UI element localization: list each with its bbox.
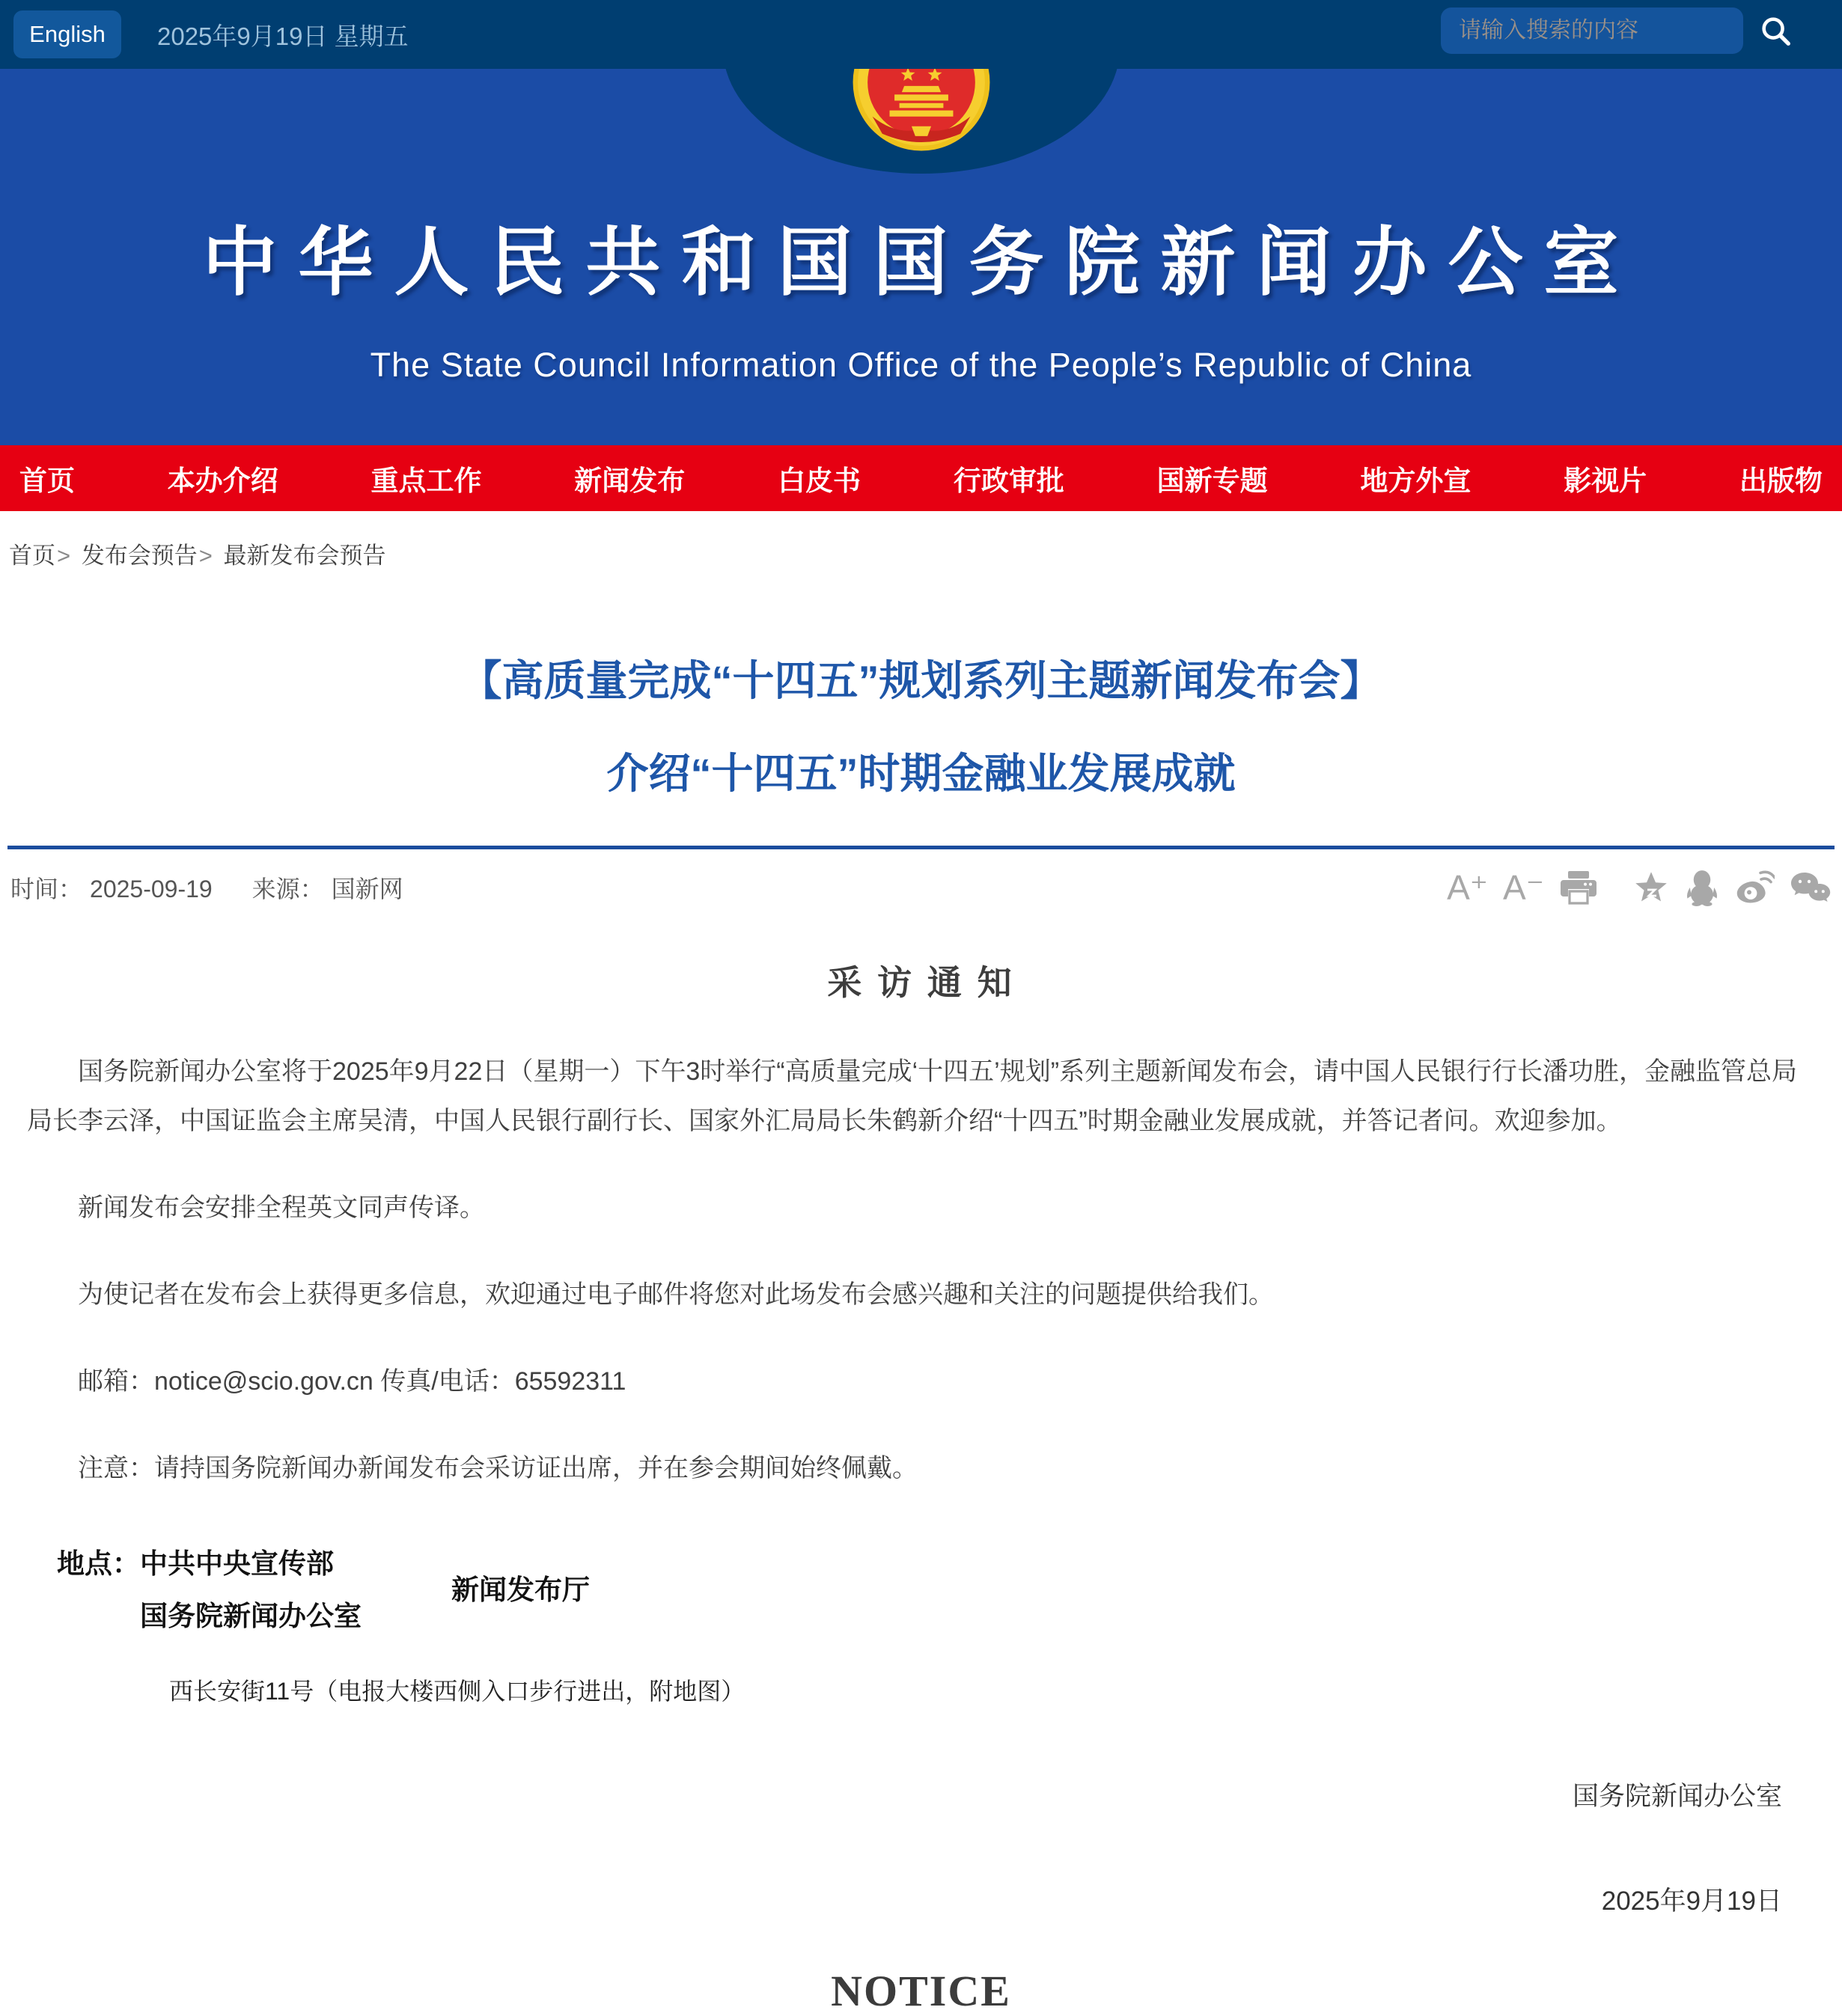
main-navigation <box>0 445 1842 511</box>
time-value: 2025-09-19 <box>90 876 213 902</box>
article-toolbar <box>1447 869 1832 906</box>
nav-item-local[interactable]: 地方外宣 <box>1360 465 1472 496</box>
top-bar <box>0 0 1842 69</box>
nav-item-about[interactable]: 本办介绍 <box>167 465 278 496</box>
article-meta <box>10 870 436 905</box>
time-label: 时间： <box>10 876 83 902</box>
search-button[interactable] <box>1755 13 1806 48</box>
site-header <box>0 69 1842 445</box>
search-input[interactable] <box>1441 7 1755 54</box>
venue-org1: 中共中央宣传部 <box>140 1548 334 1579</box>
article-title-line1: 【高质量完成“十四五”规划系列主题新闻发布会】 <box>460 657 1382 704</box>
nav-item-films[interactable]: 影视片 <box>1564 465 1647 496</box>
signature-org: 国务院新闻办公室 <box>1572 1782 1782 1811</box>
venue-label: 地点： <box>57 1548 140 1579</box>
current-date: 2025年9月19日 星期五 <box>157 22 409 50</box>
paragraph-questions: 为使记者在发布会上获得更多信息，欢迎通过电子邮件将您对此场发布会感兴趣和关注的问题提供给我们。 <box>78 1280 1274 1309</box>
weibo-icon <box>1734 870 1775 905</box>
notice-heading-en: NOTICE <box>831 1967 1011 2015</box>
share-wechat-button[interactable] <box>1790 870 1832 905</box>
nav-item-key-work[interactable]: 重点工作 <box>370 465 482 496</box>
breadcrumb-home[interactable]: 首页 <box>9 543 55 569</box>
paragraph-interpretation: 新闻发布会安排全程英文同声传译。 <box>78 1194 485 1222</box>
paragraph-announcement: 国务院新闻办公室将于2025年9月22日（星期一）下午3时举行“高质量完成‘十四五’规划”系列主题新闻发布会，请中国人民银行行长潘功胜，金融监管总局局长李云泽，中国证监会主席吴清，中国人民银行副行长、国家外汇局局长朱鹤新介绍“十四五”时期金融业发展成就，并答记者问。欢迎参加。 <box>27 1057 1798 1135</box>
font-decrease-button[interactable]: A⁻ <box>1503 868 1544 907</box>
article-body <box>0 1047 1842 1707</box>
breadcrumb-separator: > <box>57 543 71 569</box>
search-box <box>1441 7 1743 54</box>
nav-item-topics[interactable]: 国新专题 <box>1156 465 1268 496</box>
source-label: 来源： <box>251 876 324 902</box>
article-meta-row <box>10 869 1832 906</box>
divider-rule <box>7 846 1835 849</box>
article-title-line2: 介绍“十四五”时期金融业发展成就 <box>606 750 1236 797</box>
share-qzone-button[interactable] <box>1632 870 1670 905</box>
search-icon <box>1758 13 1793 48</box>
qzone-star-icon <box>1632 870 1670 905</box>
share-weibo-button[interactable] <box>1734 870 1775 905</box>
language-toggle-button[interactable]: English <box>13 10 121 58</box>
venue-org2: 国务院新闻办公室 <box>140 1601 362 1631</box>
venue-lines <box>57 1538 362 1643</box>
breadcrumb-separator: > <box>198 543 213 569</box>
paragraph-contact: 邮箱：notice@scio.gov.cn 传真/电话：65592311 <box>78 1367 626 1396</box>
nav-item-approval[interactable]: 行政审批 <box>953 465 1064 496</box>
print-button[interactable] <box>1559 870 1598 905</box>
share-qq-button[interactable] <box>1685 869 1719 906</box>
signature-date: 2025年9月19日 <box>1601 1887 1782 1916</box>
paragraph-attention: 注意：请持国务院新闻办新闻发布会采访证出席，并在参会期间始终佩戴。 <box>78 1454 918 1482</box>
site-title-chinese: 中华人民共和国国务院新闻办公室 <box>202 221 1640 305</box>
font-increase-button[interactable]: A⁺ <box>1447 868 1489 907</box>
nav-item-whitepaper[interactable]: 白皮书 <box>778 465 861 496</box>
venue-block <box>57 1538 1815 1643</box>
notice-heading-cn: 采 访 通 知 <box>827 963 1015 1002</box>
article <box>0 648 1842 2016</box>
breadcrumb-current: 最新发布会预告 <box>223 543 386 569</box>
breadcrumb-previews[interactable]: 发布会预告 <box>81 543 198 569</box>
site-title-english: The State Council Information Office of the People’s Republic of China <box>370 346 1472 384</box>
venue-hall: 新闻发布厅 <box>451 1574 590 1605</box>
nav-item-publication[interactable]: 出版物 <box>1739 465 1823 496</box>
venue-line1 <box>57 1538 362 1590</box>
qq-penguin-icon <box>1685 869 1719 906</box>
nav-item-home[interactable]: 首页 <box>19 465 75 496</box>
printer-icon <box>1559 870 1598 905</box>
breadcrumb <box>0 511 1842 588</box>
nav-item-press[interactable]: 新闻发布 <box>574 465 686 496</box>
source-value: 国新网 <box>331 876 403 902</box>
wechat-icon <box>1790 870 1832 905</box>
signature-block <box>0 1776 1842 1918</box>
venue-address: 西长安街11号（电报大楼西侧入口步行进出，附地图） <box>169 1678 745 1705</box>
